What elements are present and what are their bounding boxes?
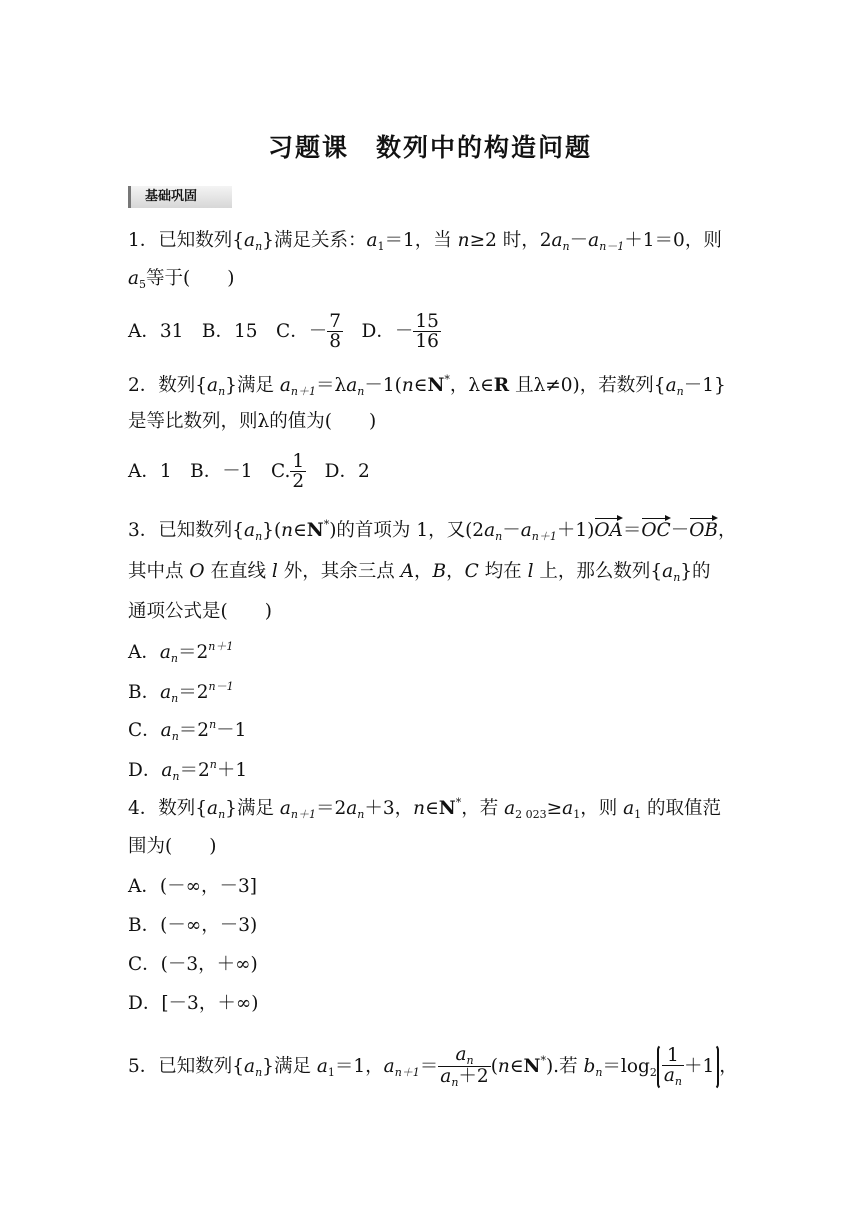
- page-title: 习题课 数列中的构造问题: [267, 133, 592, 162]
- q3-option-a: A．$a_n=2^{n+1}$: [128, 640, 234, 665]
- q3-line3: 通项公式是( ): [128, 601, 272, 622]
- q4-option-d: D．[－3，＋∞): [128, 993, 259, 1014]
- q5-line1: 5．已知数列$\{a_n\}$满足 $a_1=1$，$a_{n+1}=$ $\frac{a_n}{a_n+2}$ (n∈N*).若 $b_n=\log_2$ $\frac{1}{a_n}$ ＋1 ，: [128, 1043, 738, 1090]
- q4-option-a: A．(－∞，－3]: [128, 876, 257, 897]
- vector-oa: OA: [594, 520, 623, 541]
- q4-option-b: B．(－∞，－3): [128, 915, 258, 936]
- fraction: $\frac{1}{2}$: [292, 451, 305, 493]
- vector-ob: OB: [689, 520, 718, 541]
- q2-options: A．1 B．－1 C. $\frac{1}{2}$ D．2: [128, 451, 370, 493]
- vector-oc: OC: [641, 520, 671, 541]
- q4-line2: 围为( ): [128, 836, 217, 857]
- fraction: $\frac{a_n}{a_n+2}$: [440, 1043, 489, 1090]
- section-tag: 基础巩固: [128, 186, 232, 208]
- q2-line2: 是等比数列，则λ的值为( ): [128, 411, 377, 432]
- q3-option-b: B．$a_n=2^{n-1}$: [128, 680, 234, 705]
- q4-option-c: C．(－3，＋∞): [128, 954, 258, 975]
- q3-line1: 3．已知数列$\{a_n\}(n\in N^*)$的首项为 1，又$(2a_n-a_{n+1}+1)OA=OC-OB$，: [128, 518, 737, 543]
- q3-line2: 其中点 O 在直线 l 外，其余三点 A，B，C 均在 l 上，那么数列$\{a_n\}$的: [128, 561, 711, 584]
- q3-option-d: D．$a_n=2^n+1$: [128, 758, 248, 783]
- q3-option-c: C．$a_n=2^n-1$: [128, 718, 247, 743]
- q1-line2: $a_5$等于( ): [128, 268, 235, 291]
- q4-line1: 4．数列$\{a_n\}$满足 $a_{n+1}=2a_n+3$，n∈N*，若 $a_{2 023}\ge a_1$，则 $a_1$ 的取值范: [128, 796, 722, 821]
- q2-line1: 2．数列$\{a_n\}$满足 $a_{n+1}=\lambda a_n-1(n\in N^*$，λ∈R 且λ≠0)，若数列$\{a_n-1\}$: [128, 373, 726, 398]
- parenthesis-group: $\frac{1}{a_n}$ ＋1: [657, 1044, 719, 1090]
- fraction: $\frac{7}{8}$: [329, 311, 341, 353]
- fraction: $\frac{1}{a_n}$: [663, 1045, 682, 1089]
- q1-line1: 1．已知数列$\{a_n\}$满足关系：$a_1=1$，当 n≥2 时，$2a_n-a_{n-1}+1=0$，则: [128, 230, 722, 253]
- fraction: $\frac{15}{16}$: [415, 311, 439, 353]
- q1-options: A．31 B．15 C．－ $\frac{7}{8}$ D．－ $\frac{15}{16}$: [128, 311, 439, 353]
